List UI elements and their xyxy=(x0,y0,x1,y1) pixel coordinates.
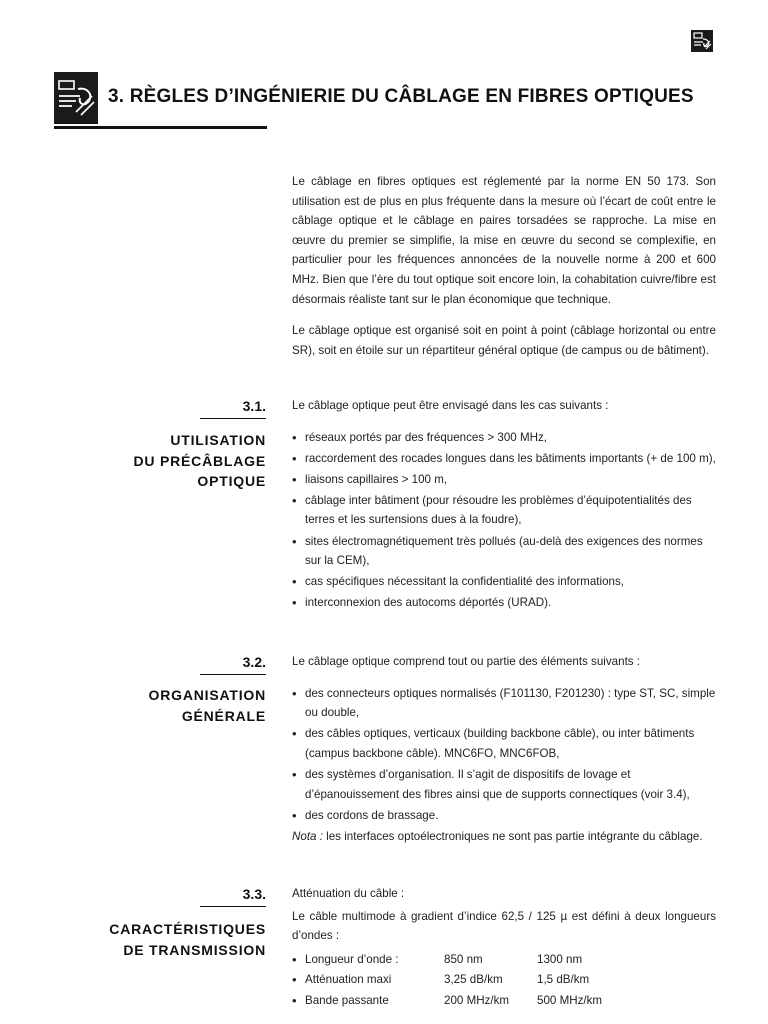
section-title-3-3 xyxy=(80,919,266,960)
list-item: • des connecteurs optiques normalisés (F101130, F201230) : type ST, SC, simple ou double, xyxy=(292,684,716,723)
list-item: • raccordement des rocades longues dans les bâtiments importants (+ de 100 m), xyxy=(292,449,716,469)
section-number-3-3: 3.3. xyxy=(200,886,266,907)
intro-paragraph: Le câblage optique est organisé soit en point à point (câblage horizontal ou entre SR), soit en étoile sur un répartiteur général optique (de campus ou de bâtiment). xyxy=(292,324,716,357)
spec-table xyxy=(292,950,602,1012)
table-row xyxy=(292,970,602,991)
intro-paragraph: Le câblage en fibres optiques est réglementé par la norme EN 50 173. Son utilisation est de plus en plus fréquente dans la mesure où l’écart de coût entre le câblage optique et le câblage en paires torsadées se rapproche. La mise en œuvre du premier se simplifie, la mise en œuvre du second se complexifie, en particulier pour les fréquences annoncées de la nouvelle norme à 200 et 600 MHz. Bien que l’ère du tout optique soit encore loin, la cohabitation cuivre/fibre est désormais réaliste tant sur le plan économique que technique. xyxy=(292,175,716,306)
table-cell: • Longueur d’onde : xyxy=(292,950,444,971)
list-item: • des cordons de brassage. xyxy=(292,806,716,826)
title-rule xyxy=(54,126,267,129)
section-title-3-2 xyxy=(80,685,266,726)
table-cell: • Bande passante xyxy=(292,991,444,1012)
nota-note xyxy=(292,827,716,847)
section-title-line: DU PRÉCÂBLAGE xyxy=(133,452,266,469)
section-number-3-2: 3.2. xyxy=(200,654,266,675)
section-title-line: ORGANISATION xyxy=(148,687,266,703)
list-item: • liaisons capillaires > 100 m, xyxy=(292,470,716,490)
table-cell: 3,25 dB/km xyxy=(444,973,503,987)
section-title-line: GÉNÉRALE xyxy=(181,707,266,724)
section-title-line: CARACTÉRISTIQUES xyxy=(109,921,266,937)
list-item: • sites électromagnétiquement très pollués (au-delà des exigences des normes sur la CEM), xyxy=(292,532,716,571)
section-lead: Le câblage optique peut être envisagé dans les cas suivants : xyxy=(292,399,609,412)
list-item: • interconnexion des autocoms déportés (URAD). xyxy=(292,593,716,613)
table-row xyxy=(292,950,602,971)
section-body-3-1 xyxy=(292,396,716,614)
chapter-logo-icon xyxy=(54,72,98,124)
list-item: • réseaux portés par des fréquences > 300 MHz, xyxy=(292,428,716,448)
list-item: • des systèmes d’organisation. Il s’agit de dispositifs de lovage et d’épanouissement des fibres ainsi que de supports connectiques (voir 3.4), xyxy=(292,765,716,804)
list-item: • des câbles optiques, verticaux (building backbone câble), ou inter bâtiments (campus backbone câble). MNC6FO, MNC6FOB, xyxy=(292,724,716,763)
table-cell: 1,5 dB/km xyxy=(537,973,590,987)
section-title-line: UTILISATION xyxy=(170,432,266,448)
table-row xyxy=(292,991,602,1012)
list-item: • câblage inter bâtiment (pour résoudre les problèmes d’équipotentialités des terres et les surtensions dues à la foudre), xyxy=(292,491,716,530)
table-cell: 500 MHz/km xyxy=(537,993,603,1007)
bullet-list xyxy=(292,428,716,613)
table-cell: • Atténuation maxi xyxy=(292,970,444,991)
section-title-line: DE TRANSMISSION xyxy=(123,941,266,958)
section-lead: Le câblage optique comprend tout ou partie des éléments suivants : xyxy=(292,655,641,668)
section-body-3-3 xyxy=(292,884,716,1011)
section-number-3-1: 3.1. xyxy=(200,398,266,419)
table-cell: 200 MHz/km xyxy=(444,993,510,1007)
corner-logo-icon xyxy=(691,30,713,52)
bullet-list xyxy=(292,684,716,826)
table-cell: 850 nm xyxy=(444,952,483,966)
nota-label: Nota : xyxy=(292,829,323,843)
table-cell: 1300 nm xyxy=(537,952,583,966)
section-title-line: OPTIQUE xyxy=(197,473,266,489)
section-lead: Atténuation du câble : xyxy=(292,887,405,900)
list-item: • cas spécifiques nécessitant la confidentialité des informations, xyxy=(292,572,716,592)
nota-text: les interfaces optoélectroniques ne sont pas partie intégrante du câblage. xyxy=(322,829,703,843)
section-title-3-1 xyxy=(80,430,266,492)
page-title: 3. RÈGLES D’INGÉNIERIE DU CÂBLAGE EN FIBRES OPTIQUES xyxy=(108,86,694,107)
section-body-3-2 xyxy=(292,652,716,858)
intro-text xyxy=(292,172,716,372)
section-lead-2: Le câble multimode à gradient d’indice 62,5 / 125 µ est défini à deux longueurs d’ondes : xyxy=(292,909,716,943)
